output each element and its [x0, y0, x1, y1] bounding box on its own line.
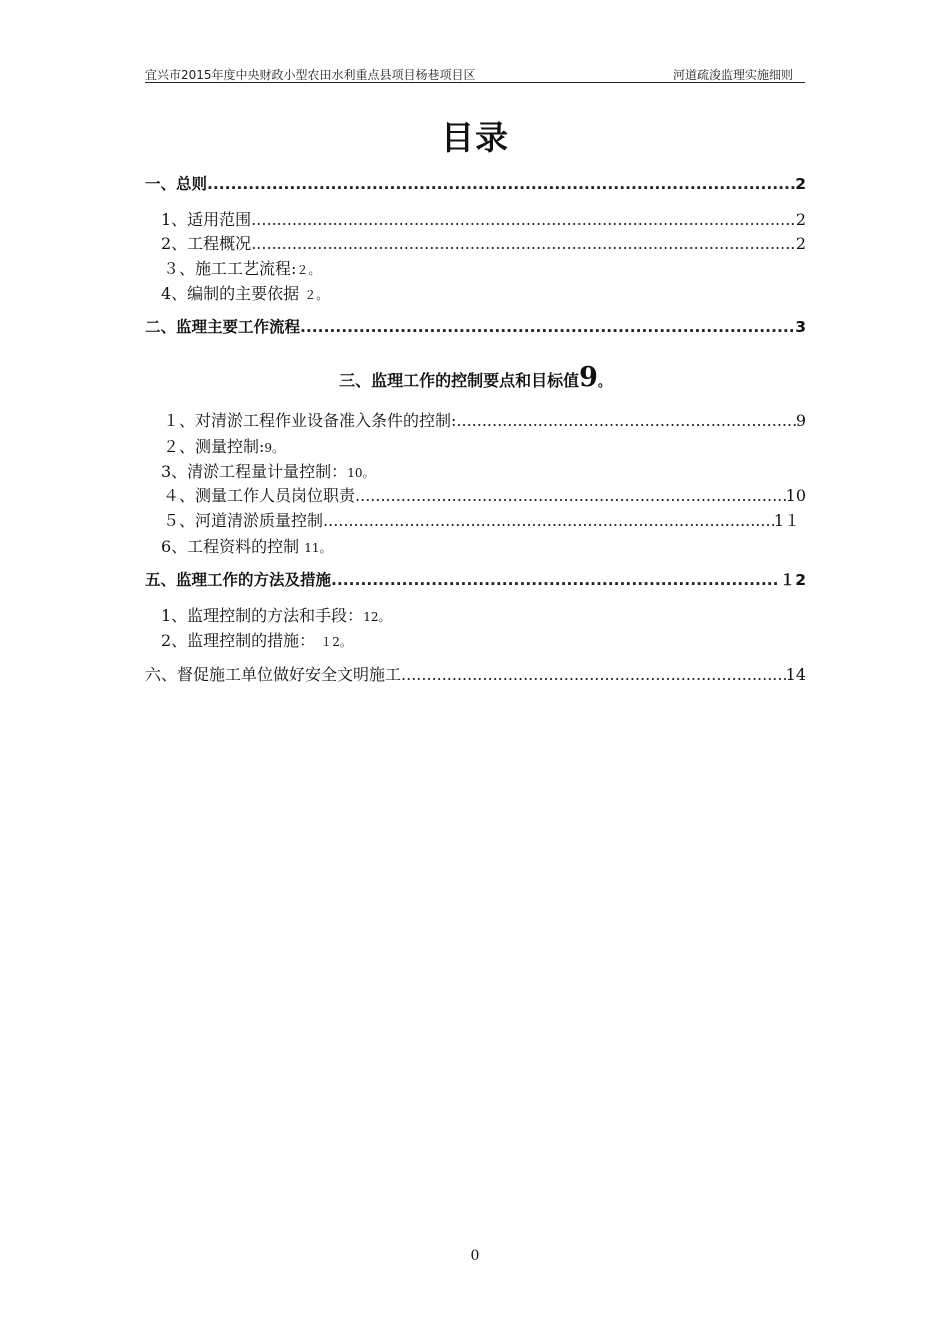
toc-entry-overview[interactable]	[161, 231, 806, 255]
toc-entry-label: 2、工程概况	[161, 234, 252, 253]
toc-entry-label: 1、监理控制的方法和手段：	[161, 606, 364, 625]
toc-leader-dots	[456, 411, 795, 430]
toc-entry-page: 14	[785, 665, 806, 684]
toc-entry-page: １2	[779, 571, 806, 589]
toc-entry-equipment-control[interactable]	[163, 408, 806, 432]
toc-entry-label: ３、施工工艺流程:	[163, 259, 297, 278]
toc-entry-page: 2	[795, 234, 806, 253]
toc-entry-page: 1１	[773, 511, 800, 530]
toc-entry-label: 一、总则	[145, 175, 208, 193]
toc-entry-documents-control[interactable]	[161, 534, 332, 557]
toc-entry-label: 1、适用范围	[161, 210, 252, 229]
toc-entry-page: 10。	[347, 466, 375, 480]
toc-entry-basis[interactable]	[161, 281, 328, 304]
toc-entry-safety[interactable]	[145, 662, 806, 686]
toc-entry-control-measures[interactable]	[161, 628, 352, 651]
toc-entry-page: １2。	[320, 635, 352, 649]
toc-entry-label: １、对清淤工程作业设备准入条件的控制:	[163, 411, 457, 430]
toc-entry-label: ５、河道清淤质量控制	[163, 511, 324, 530]
toc-entry-survey-control[interactable]	[163, 434, 284, 457]
toc-entry-scope[interactable]	[161, 207, 806, 231]
toc-entry-methods[interactable]	[145, 568, 806, 592]
toc-leader-dots	[401, 665, 786, 684]
toc-entry-general[interactable]	[145, 172, 806, 196]
toc-entry-label: 六、督促施工单位做好安全文明施工	[145, 665, 402, 684]
toc-entry-label: 二、监理主要工作流程	[145, 318, 301, 336]
toc-leader-dots	[251, 234, 796, 253]
toc-entry-label: ４、测量工作人员岗位职责	[163, 486, 356, 505]
toc-entry-page: 11。	[304, 541, 332, 555]
toc-title: 目录	[441, 118, 509, 157]
toc-entry-page: 10	[785, 486, 806, 505]
toc-entry-page: 2	[795, 210, 806, 229]
page-number: 0	[470, 1248, 480, 1264]
toc-leader-dots	[300, 318, 795, 336]
toc-leader-dots	[251, 210, 796, 229]
toc-entry-control-methods[interactable]	[161, 603, 390, 626]
toc-entry-page: 9	[795, 411, 806, 430]
toc-entry-label: 3、清淤工程量计量控制：	[161, 462, 348, 481]
toc-entry-label: 五、监理工作的方法及措施	[145, 571, 332, 589]
toc-entry-label: 2、监理控制的措施：	[161, 631, 316, 650]
toc-entry-workflow[interactable]	[145, 315, 806, 339]
toc-entry-label: 三、监理工作的控制要点和目标值	[339, 371, 580, 390]
toc-entry-page: 2	[795, 175, 806, 193]
toc-entry-survey-duties[interactable]	[163, 483, 806, 507]
toc-entry-control-points[interactable]	[0, 362, 950, 393]
toc-entry-page: 9。	[264, 441, 285, 455]
toc-leader-dots	[323, 511, 774, 530]
toc-entry-label: 4、编制的主要依据	[161, 284, 300, 303]
page-header	[145, 64, 805, 83]
toc-entry-page: 3	[795, 318, 806, 336]
toc-entry-process-flow[interactable]	[163, 256, 320, 279]
toc-entry-page: ２。	[296, 263, 321, 277]
header-project-title: 宜兴市2015年度中央财政小型农田水利重点县项目杨巷项目区	[145, 68, 476, 82]
header-document-title: 河道疏浚监理实施细则	[672, 68, 793, 82]
toc-entry-label: ２、测量控制:	[163, 437, 265, 456]
toc-leader-dots	[331, 571, 780, 589]
toc-entry-suffix: 。	[597, 375, 611, 390]
toc-entry-quality-control[interactable]	[163, 508, 800, 532]
toc-entry-label: 6、工程资料的控制	[161, 537, 300, 556]
toc-entry-quantity-control[interactable]	[161, 459, 374, 482]
toc-entry-page: 9	[579, 362, 598, 393]
toc-entry-page: ２。	[304, 288, 329, 302]
toc-leader-dots	[207, 175, 795, 193]
toc-entry-page: 12。	[363, 610, 391, 624]
toc-leader-dots	[355, 486, 786, 505]
